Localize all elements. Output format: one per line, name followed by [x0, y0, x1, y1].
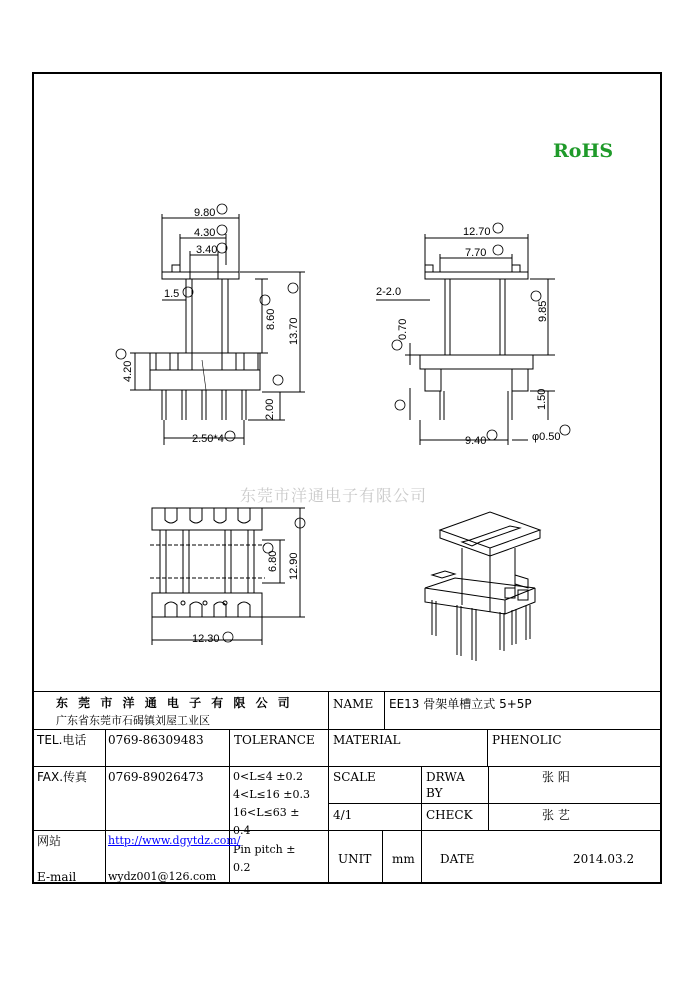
dim-7.70: 7.70 [465, 247, 487, 259]
tolerance-line-4: Pin pitch ± [233, 843, 296, 856]
drawn-label-1: DRWA [426, 770, 465, 784]
email-label: E-mail [37, 870, 77, 884]
dim-pin-diameter: φ0.50 [532, 431, 561, 443]
tolerance-line-2: 4<L≤16 ±0.3 [233, 788, 310, 801]
email-value: wydz001@126.com [108, 870, 217, 883]
tel-value: 0769-86309483 [108, 733, 204, 747]
material-value: PHENOLIC [492, 733, 562, 747]
scale-value: 4/1 [333, 808, 353, 822]
rohs-logo: RoHS [553, 140, 614, 162]
tolerance-line-1: 0<L≤4 ±0.2 [233, 770, 303, 783]
website-link[interactable]: http://www.dgytdz.com/ [108, 834, 241, 847]
dim-1.50: 1.50 [536, 388, 548, 410]
watermark: 东莞市洋通电子有限公司 [240, 486, 428, 505]
fax-label: FAX.传真 [37, 770, 88, 784]
date-value: 2014.03.2 [573, 852, 635, 866]
company-name: 东 莞 市 洋 通 电 子 有 限 公 司 [56, 696, 293, 710]
drawn-label-2: BY [426, 786, 443, 800]
dim-2-2.0: 2-2.0 [376, 286, 402, 298]
dim-13.70: 13.70 [288, 317, 300, 345]
bottom-view [150, 508, 305, 645]
dim-12.30: 12.30 [192, 633, 220, 645]
tolerance-label: TOLERANCE [234, 733, 315, 747]
check-label: CHECK [426, 808, 473, 822]
fax-value: 0769-89026473 [108, 770, 204, 784]
dim-1.5: 1.5 [164, 288, 180, 300]
unit-value: mm [392, 852, 415, 866]
dim-12.70: 12.70 [463, 226, 491, 238]
dim-4.20: 4.20 [122, 360, 134, 382]
drawn-value: 张 阳 [542, 770, 570, 784]
check-value: 张 艺 [542, 808, 570, 822]
dim-9.85: 9.85 [537, 300, 549, 322]
dim-0.70: 0.70 [397, 318, 409, 340]
dimension-circles [116, 204, 570, 642]
web-label: 网站 [37, 834, 62, 848]
dim-6.80: 6.80 [267, 550, 279, 572]
tolerance-line-3b: 0.4 [233, 824, 251, 837]
dim-4.30: 4.30 [194, 227, 216, 239]
name-label: NAME [333, 697, 374, 711]
name-value: EE13 骨架单槽立式 5+5P [389, 697, 532, 711]
company-address: 广东省东莞市石碣镇刘屋工业区 [56, 714, 210, 727]
tolerance-line-3: 16<L≤63 ± [233, 806, 300, 819]
tolerance-line-4b: 0.2 [233, 861, 251, 874]
dim-9.80: 9.80 [194, 207, 216, 219]
date-label: DATE [440, 852, 475, 866]
isometric-view [425, 512, 540, 661]
front-view [130, 214, 305, 445]
material-label: MATERIAL [333, 733, 401, 747]
dim-9.40: 9.40 [465, 435, 487, 447]
dim-2.00: 2.00 [264, 398, 276, 420]
dim-3.40: 3.40 [196, 244, 218, 256]
tel-label: TEL.电话 [37, 733, 87, 747]
dim-pitch: 2.50*4 [192, 433, 224, 445]
dim-8.60: 8.60 [265, 308, 277, 330]
unit-label: UNIT [338, 852, 372, 866]
dim-12.90: 12.90 [288, 552, 300, 580]
scale-label: SCALE [333, 770, 376, 784]
